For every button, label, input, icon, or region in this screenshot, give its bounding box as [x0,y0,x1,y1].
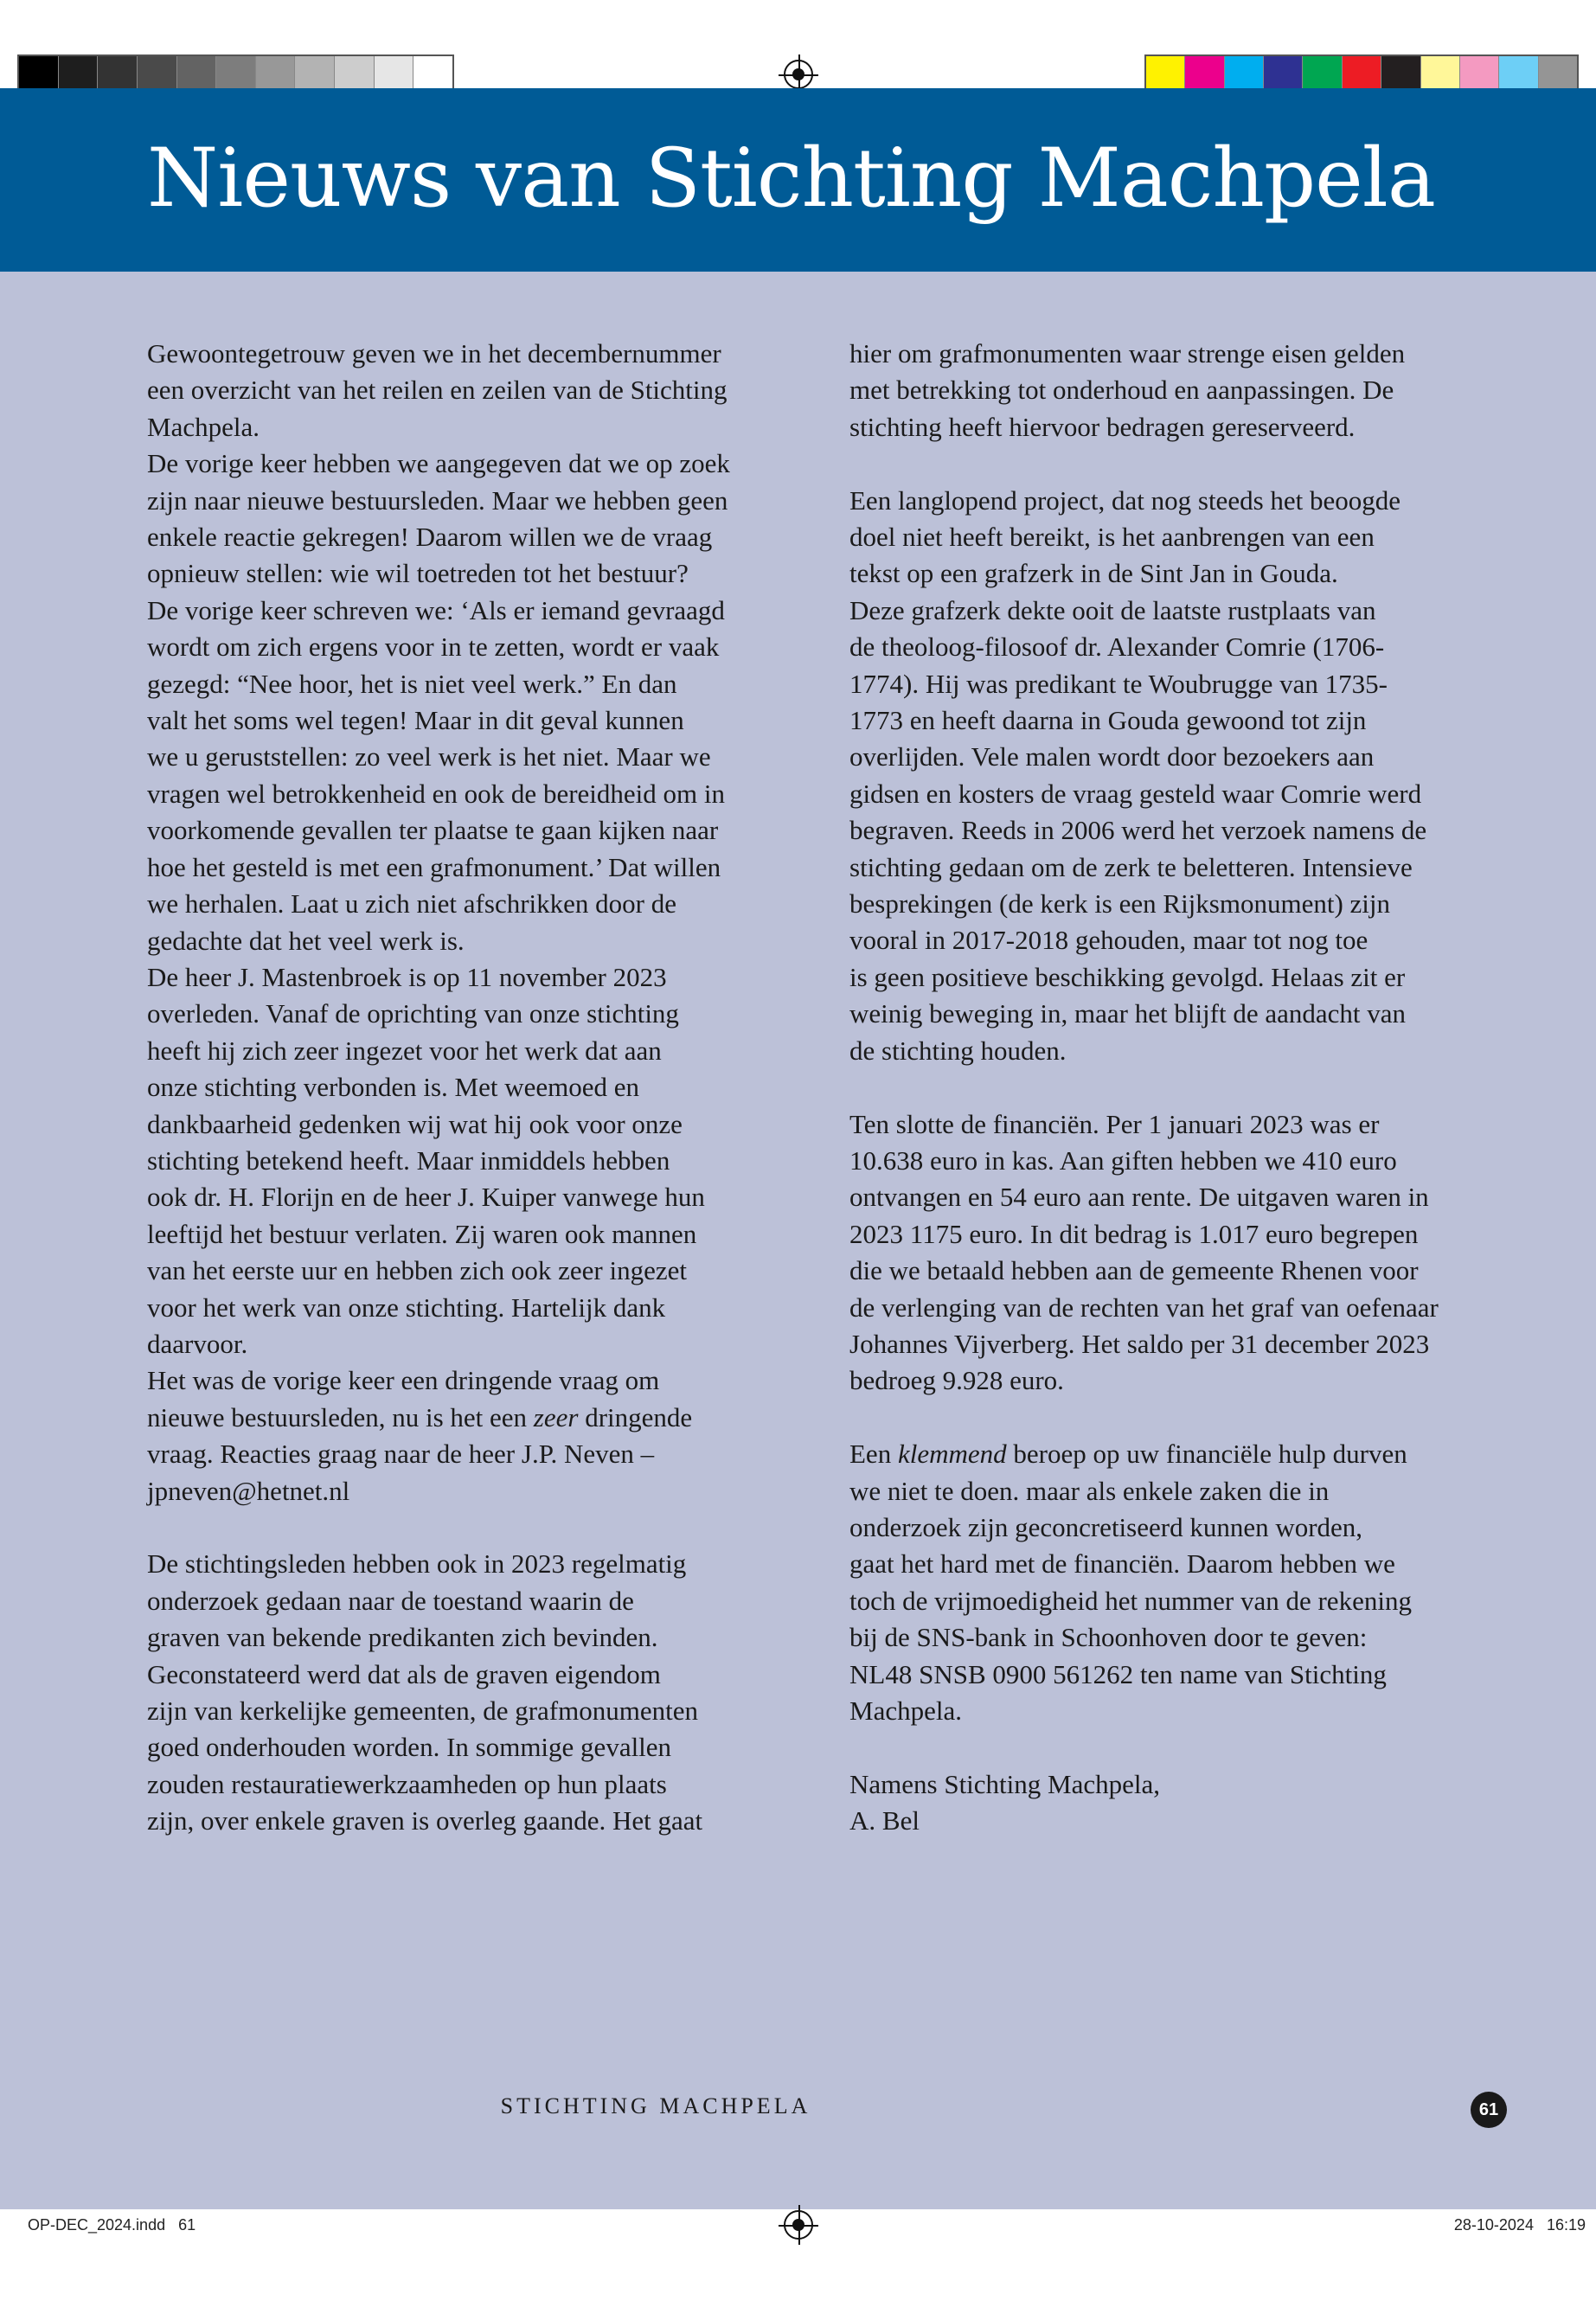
color-swatch [19,56,59,92]
paragraph-intro: Gewoontegetrouw geven we in het decembernummer een overzicht van het reilen en zeilen van de Stichting Machpela. [147,338,727,442]
paragraph-appeal: Een klemmend beroep op uw financiële hulp durven we niet te doen. maar als enkele zaken die in onderzoek zijn geconcretiseerd kunnen worden, gaat het hard met de financiën. Daarom hebben we toch de vrijmoedigheid het nummer van de rekening bij de SNS-bank in Schoonhoven door te geven: NL48 SNSB 0900 561262 ten name van Stichting Machpela. [849,1439,1412,1726]
color-swatch [138,56,177,92]
article-right-column [849,336,1533,1840]
paragraph-in-memoriam: De heer J. Mastenbroek is op 11 november 2023 overleden. Vanaf de oprichting van onze stichting heeft hij zich zeer ingezet voor het werk dat aan onze stichting verbonden is. Met weemoed en dankbaarheid gedenken wij wat hij ook voor onze stichting betekend heeft. Maar inmiddels hebben ook dr. H. Florijn en de heer J. Kuiper vanwege hun leeftijd het bestuur verlaten. Zij waren ook mannen van het eerste uur en hebben zich ook zeer ingezet voor het werk van onze stichting. Hartelijk dank daarvoor. [147,961,705,1359]
color-swatch [1381,56,1420,92]
registration-mark-icon [784,60,813,89]
color-swatch [335,56,375,92]
color-swatch [1421,56,1460,92]
color-swatch [1185,56,1224,92]
color-swatch [1303,56,1342,92]
signature: Namens Stichting Machpela, A. Bel [849,1768,1160,1836]
page-title: Nieuws van Stichting Machpela [147,131,1435,226]
color-swatch [256,56,296,92]
color-swatch [1343,56,1381,92]
color-swatch [413,56,452,92]
color-swatch [1264,56,1303,92]
color-swatch [1499,56,1538,92]
color-swatch [1460,56,1499,92]
paragraph-project: Een langlopend project, dat nog steeds het beoogde doel niet heeft bereikt, is het aanbrengen van een tekst op een grafzerk in de Sint Jan in Gouda. [849,484,1401,589]
color-swatch [295,56,335,92]
paragraph-comrie: Deze grafzerk dekte ooit de laatste rustplaats van de theoloog-filosoof dr. Alexander Comrie (1706- 1774). Hij was predikant te Woubrugge van 1735- 1773 en heeft daarna in Gouda gewoond tot zijn overlijden. Vele malen wordt door bezoekers aan gidsen en kosters de vraag gesteld waar Comrie werd begraven. Reeds in 2006 werd het verzoek namens de stichting gedaan om de zerk te beletteren. Intensieve besprekingen (de kerk is een Rijksmonument) zijn vooral in 2017-2018 gehouden, maar tot nog toe is geen positieve beschikking gevolgd. Helaas zit er weinig beweging in, maar het blijft de aandacht van de stichting houden. [849,594,1427,1066]
print-slug-date: 28-10-2024 16:19 [1453,2216,1586,2234]
footer-label: STICHTING MACHPELA [500,2093,811,2118]
color-swatch [1539,56,1577,92]
paragraph-research: De stichtingsleden hebben ook in 2023 regelmatig onderzoek gedaan naar de toestand waarin de graven van bekende predikanten zich bevinden. Geconstateerd werd dat als de graven eigendom zijn van kerkelijke gemeenten, de grafmonumenten goed onderhouden worden. In sommige gevallen zouden restauratiewerkzaamheden op hun plaats zijn, over enkele graven is overleg gaande. Het gaat [147,1548,703,1836]
article-left-column [147,336,830,1840]
paragraph-research-cont: hier om grafmonumenten waar strenge eisen gelden met betrekking tot onderhoud en aanpassingen. De stichting heeft hiervoor bedragen gereserveerd. [849,338,1406,442]
color-swatch [1225,56,1264,92]
paragraph-board-members: De vorige keer hebben we aangegeven dat we op zoek zijn naar nieuwe bestuursleden. Maar we hebben geen enkele reactie gekregen! Daarom willen we de vraag opnieuw stellen: wie wil toetreden tot het bestuur? [147,448,730,589]
paragraph-quote: De vorige keer schreven we: ‘Als er iemand gevraagd wordt om zich ergens voor in te zetten, wordt er vaak gezegd: “Nee hoor, het is niet veel werk.” En dan valt het soms wel tegen! Maar in dit geval kunnen we u geruststellen: zo veel werk is het niet. Maar we vragen wel betrokkenheid en ook de bereidheid om in voorkomende gevallen ter plaatse te gaan kijken naar hoe het gesteld is met een grafmonument.’ Dat willen we herhalen. Laat u zich niet afschrikken door de gedachte dat het veel werk is. [147,594,725,956]
registration-mark-icon [784,2210,813,2240]
color-swatch [177,56,217,92]
page-number-badge: 61 [1471,2092,1507,2128]
paragraph-urgent-request: Het was de vorige keer een dringende vraag om nieuwe bestuursleden, nu is het een zeer dringende vraag. Reacties graag naar de heer J.P. Neven – jpneven@hetnet.nl [147,1365,693,1506]
color-swatch [59,56,99,92]
color-swatch [375,56,414,92]
paragraph-finances: Ten slotte de financiën. Per 1 januari 2023 was er 10.638 euro in kas. Aan giften hebben we 410 euro ontvangen en 54 euro aan rente. De uitgaven waren in 2023 1175 euro. In dit bedrag is 1.017 euro begrepen die we betaald hebben aan de gemeente Rhenen voor de verlenging van de rechten van het graf van oefenaar Johannes Vijverberg. Het saldo per 31 december 2023 bedroeg 9.928 euro. [849,1108,1439,1396]
color-swatch [98,56,138,92]
color-swatch [216,56,256,92]
print-slug-file: OP-DEC_2024.indd 61 [28,2216,196,2234]
color-swatch [1146,56,1185,92]
